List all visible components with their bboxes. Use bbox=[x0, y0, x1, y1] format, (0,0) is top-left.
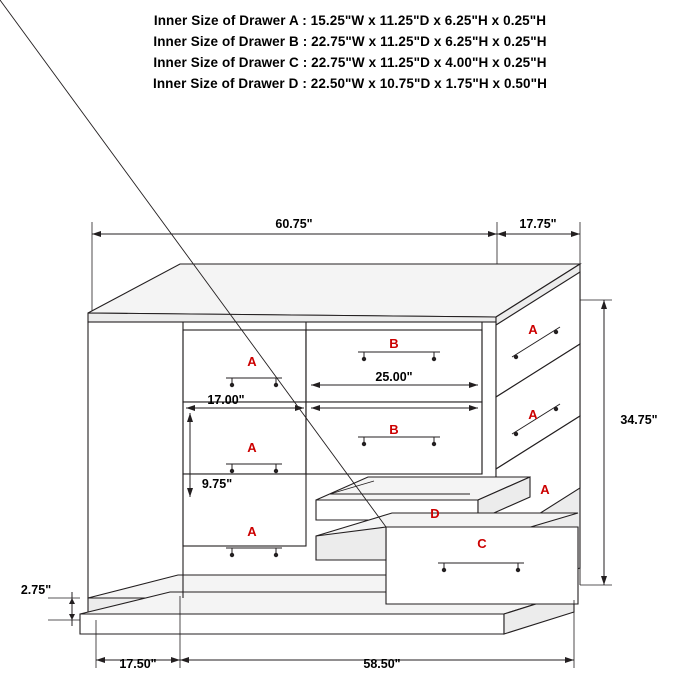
label-drawer-b1: B bbox=[389, 336, 399, 351]
spec-line-drawer-b: Inner Size of Drawer B : 22.75"W x 11.25"D x 6.25"H x 0.25"H bbox=[153, 34, 547, 49]
label-drawer-b2: B bbox=[389, 422, 399, 437]
dim-drawer-b-width: 25.00" bbox=[375, 370, 413, 384]
spec-line-drawer-d: Inner Size of Drawer D : 22.50"W x 10.75"D x 1.75"H x 0.50"H bbox=[152, 76, 548, 91]
label-drawer-a3: A bbox=[247, 440, 257, 455]
dresser-bottom-skirt bbox=[80, 614, 504, 634]
label-drawer-c: C bbox=[477, 536, 487, 551]
dim-right-height: 34.75" bbox=[620, 413, 658, 427]
dim-drawer-a-width: 17.00" bbox=[207, 393, 245, 407]
dim-top-depth: 17.75" bbox=[519, 217, 557, 231]
dim-base-height: 2.75" bbox=[20, 583, 52, 597]
label-drawer-a4: A bbox=[528, 407, 538, 422]
dim-bottom-depth: 17.50" bbox=[119, 657, 157, 671]
drawer-front-a3[interactable] bbox=[183, 402, 306, 474]
spec-line-drawer-c: Inner Size of Drawer C : 22.75"W x 11.25"D x 4.00"H x 0.25"H bbox=[153, 55, 547, 70]
dresser-top-surface bbox=[88, 264, 580, 317]
label-drawer-a2: A bbox=[528, 322, 538, 337]
label-drawer-a5: A bbox=[247, 524, 257, 539]
dim-base-height-group bbox=[48, 592, 80, 626]
drawer-front-a1[interactable] bbox=[183, 330, 306, 402]
label-drawer-a6: A bbox=[540, 482, 550, 497]
label-drawer-a1: A bbox=[247, 354, 257, 369]
label-drawer-d: D bbox=[430, 506, 440, 521]
spec-line-drawer-a: Inner Size of Drawer A : 15.25"W x 11.25"D x 6.25"H x 0.25"H bbox=[153, 13, 547, 28]
dim-drawer-height: 9.75" bbox=[201, 477, 233, 491]
drawer-front-b2[interactable] bbox=[306, 402, 482, 474]
dim-bottom-width: 58.50" bbox=[363, 657, 401, 671]
dim-top-width: 60.75" bbox=[275, 217, 313, 231]
right-dimension-group bbox=[580, 300, 612, 585]
